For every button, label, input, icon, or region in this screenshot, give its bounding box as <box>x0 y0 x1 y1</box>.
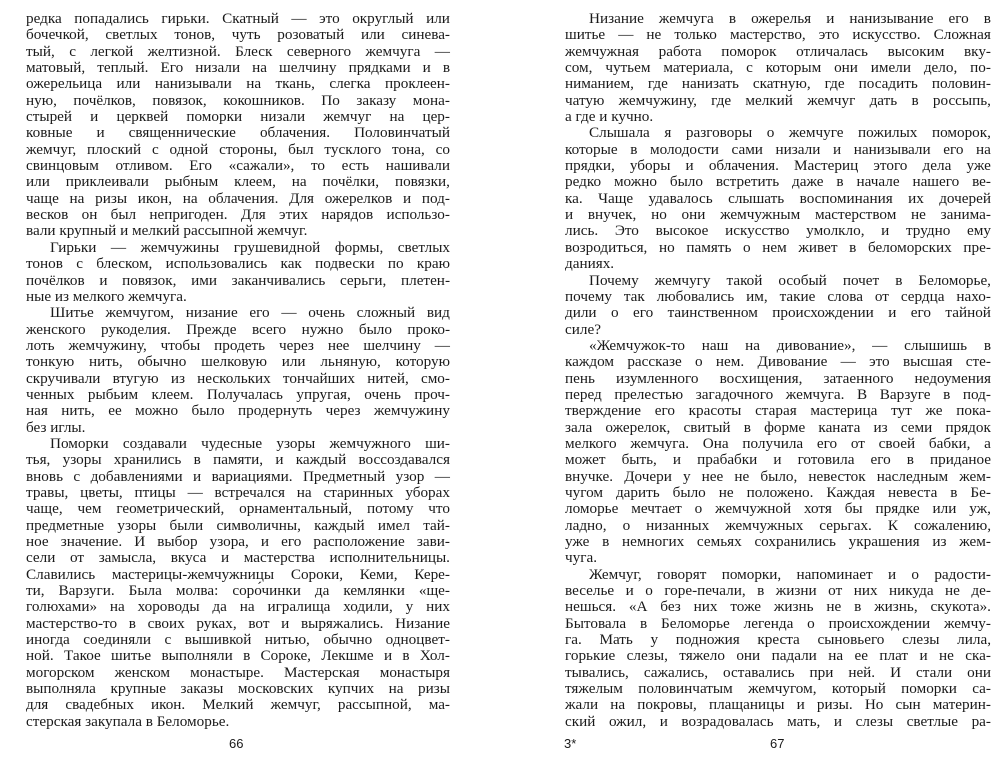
text-line: перед прелестью загадочного жемчуга. В Варзуге в под- <box>565 385 991 403</box>
text-line: чаще, чем геометрический, орнаментальный, потому что <box>26 500 450 518</box>
text-line: ка. Чаще удавалось слышать воспоминания их дочерей <box>565 189 991 207</box>
text-line: а где и кучно. <box>565 108 654 126</box>
text-line: бочечкой, светлых тонов, чуть розоватый или синева- <box>26 26 450 44</box>
text-line: лись. Это высокое искусство умолкло, и трудно ему <box>565 222 991 240</box>
text-line: мастерство-то в своих руках, вот и выряжались. Низание <box>26 614 450 632</box>
text-line: выполняла крупные заказы московских купчих на ризы <box>26 680 450 698</box>
text-line: тонкую нить, обычно шелковую или льняную, которую <box>26 353 450 371</box>
text-line: почему так любовались им, такие слова от сердца нахо- <box>565 287 991 305</box>
text-line: скручивали втугую из нескольких тончайших нитей, смо- <box>26 369 450 387</box>
text-line: уже в немногих семьях сохранились украшения из жем- <box>565 533 991 550</box>
text-line: Слышала я разговоры о жемчуге пожилых поморок, <box>589 124 991 142</box>
text-line: ожерельица или нанизывали на ткань, слегка проклеен- <box>26 75 450 93</box>
text-line: Шитье жемчугом, низание его — очень сложный вид <box>50 304 450 322</box>
text-line: женского рукоделия. Прежде всего нужно было проко- <box>26 320 450 338</box>
text-line: тый, с легкой желтизной. Блеск северного жемчуга — <box>26 42 450 60</box>
right-page-text <box>565 11 991 730</box>
text-line: предметные узоры были символичны, каждый имел тай- <box>26 516 450 534</box>
text-line: ский ожил, и возрадовалась мать, и слезы светлые ра- <box>565 712 991 730</box>
text-line: матовый, теплый. Его низали на шелчину прядками и в <box>26 59 450 77</box>
text-line: чатую жемчужину, где мелкий жемчуг дать в россыпь, <box>565 91 991 109</box>
text-line: свинцовым отливом. Его «сажали», то есть нашивали <box>26 157 450 175</box>
text-line: вали крупный и мелкий рассыпной жемчуг. <box>26 222 308 240</box>
text-line: жемчужная работа поморок отличалась высоким вку- <box>565 42 991 60</box>
page-number-right: 67 <box>770 736 785 751</box>
text-line: ная нить, ее можно было продернуть через жемчужину <box>26 402 450 420</box>
text-line: может быть, и прабабки и готовила его в приданое <box>565 451 991 469</box>
text-line: силе? <box>565 320 601 338</box>
text-line: мелкого жемчуга. Она получила его от своей бабки, а <box>565 434 991 452</box>
text-line: нешься. «А без них тоже жизнь не в жизнь, скукота». <box>565 598 991 616</box>
text-line: ниманием, где нанизать скатную, где посадить половин- <box>565 75 991 93</box>
text-line: жемчуг, плоский с одной стороны, был тусклого тона, со <box>26 140 450 158</box>
text-line: вновь с добавлениями и вариациями. Предметный узор — <box>26 467 450 485</box>
page-number-left: 66 <box>229 736 244 751</box>
text-line: сом, чутьем материала, с которым они имели дело, по- <box>565 59 991 77</box>
text-line: Поморки создавали чудесные узоры жемчужного ши- <box>50 434 450 452</box>
text-line: горькие слезы, тяжело они падали на ее плат и не ска- <box>565 647 991 665</box>
text-line: жали на покровы, плащаницы и ризы. Но сын материн- <box>565 696 991 714</box>
text-line: веселье и о горе-печали, в жизни от них никуда не де- <box>565 582 991 600</box>
printer-signature-mark: 3* <box>564 736 577 751</box>
text-line: пень изумленного восхищения, затаенного недоумения <box>565 369 991 387</box>
text-line: ченных рыбьим клеем. Получалась упругая, очень проч- <box>26 385 450 403</box>
text-line: ное значение. И выбор узора, и его расположение зави- <box>26 533 450 550</box>
text-line: Гирьки — жемчужины грушевидной формы, светлых <box>50 238 450 256</box>
text-line: без иглы. <box>26 418 86 436</box>
text-line: Жемчуг, говорят поморки, напоминает и о радости- <box>589 565 991 583</box>
text-line: чаще на ризы икон, на облачения. Для ожерелков и под- <box>26 189 450 207</box>
text-line: га. Мать у подножия креста сыновьего слезы лила, <box>565 631 991 649</box>
text-line: даниях. <box>565 255 615 273</box>
text-line: ти, Варзуги. Была молва: соро́чинки да кемлянки «ще- <box>26 582 450 600</box>
text-line: возродиться, но память о нем живет в беломорских пре- <box>565 238 991 256</box>
text-line: сели от замысла, вкуса и мастерства исполнительницы. <box>26 549 450 567</box>
text-line: редка попадались гирьки. Скатный — это округлый или <box>26 10 450 27</box>
text-line: тверждение его красоты старая мастерица тут же пока- <box>565 402 991 420</box>
text-line: Славились мастерицы-жемчужницы Сороки, Кеми, Кере- <box>26 565 450 583</box>
text-line: дили о его таинственном происхождении и его тайной <box>565 304 991 322</box>
text-line: внучке. Дочери у нее не было, невесток наследным жем- <box>565 467 991 485</box>
text-line: стырей и церквей поморки низали жемчуг на цер- <box>26 108 450 126</box>
text-line: которые в молодости сами низали и нанизывали его на <box>565 140 991 158</box>
text-line: чугом дарить было не положено. Каждая невеста в Бе- <box>565 483 991 501</box>
text-line: «Жемчужок-то наш на дивование», — слышишь в <box>589 336 991 354</box>
text-line: тяжелым половинчатым жемчугом, который поморки са- <box>565 680 991 698</box>
text-line: тья, узоры хранились в памяти, и каждый воссоздавался <box>26 451 450 469</box>
text-line: и внучек, но они жемчужным мастерством не занима- <box>565 206 991 224</box>
text-line: лоть жемчужину, чтобы продеть через нее шелчину — <box>26 336 450 354</box>
left-page-text <box>26 11 450 730</box>
text-line: травы, цветы, птицы — встречался на старинных уборах <box>26 483 450 501</box>
text-line: тывались, сажались, оставались при ней. И стали они <box>565 663 991 681</box>
text-line: шитье — не только мастерство, это искусство. Сложная <box>565 26 991 44</box>
text-line: ной. Такое шитье выполняли в Сороке, Лекшме и в Хол- <box>26 647 450 665</box>
text-line: или приклеивали рыбным клеем, на почёлки, повязки, <box>26 173 450 191</box>
text-line: почёлков и повязок, ими заканчивались серьги, плетен- <box>26 271 450 289</box>
text-line: Низание жемчуга в ожерелья и нанизывание его в <box>589 10 991 27</box>
text-line: могорском женском монастыре. Мастерская монастыря <box>26 663 450 681</box>
text-line: прядки, уборы и облачения. Мастериц этого дела уже <box>565 157 991 175</box>
text-line: чуга. <box>565 549 597 567</box>
text-line: каждом рассказе о нем. Дивование — это высшая сте- <box>565 353 991 371</box>
text-line: для свадебных икон. Мелкий жемчуг, рассыпной, ма- <box>26 696 450 714</box>
text-line: ковные и священнические облачения. Половинчатый <box>26 124 450 142</box>
text-line: зала ожерелок, свитый в форме каната из семи прядок <box>565 418 991 436</box>
text-line: весков он был непригоден. Для этих нарядов использо- <box>26 206 450 224</box>
text-line: голюхами» на хороводы да на игралища ходили, у них <box>26 598 450 616</box>
text-line: ломорье мечтает о жемчужной хотя бы прядке или уж, <box>565 500 991 518</box>
text-line: Почему жемчугу такой особый почет в Беломорье, <box>589 271 991 289</box>
text-line: стерская закупала в Беломорье. <box>26 712 230 730</box>
text-line: редко можно было встретить даже в начале нашего ве- <box>565 173 991 191</box>
text-line: ные из мелкого жемчуга. <box>26 287 187 305</box>
text-line: ную, почёлков, повязок, кокошников. По заказу мона- <box>26 91 450 109</box>
text-line: Бытовала в Беломорье легенда о происхождении жемчу- <box>565 614 991 632</box>
text-line: ладно, о низанных жемчужных серьгах. К сожалению, <box>565 516 991 534</box>
text-line: иногда соединяли с вышивкой нитью, обычно одноцвет- <box>26 631 450 649</box>
text-line: тонов с блеском, использовались как подвески по краю <box>26 255 450 273</box>
